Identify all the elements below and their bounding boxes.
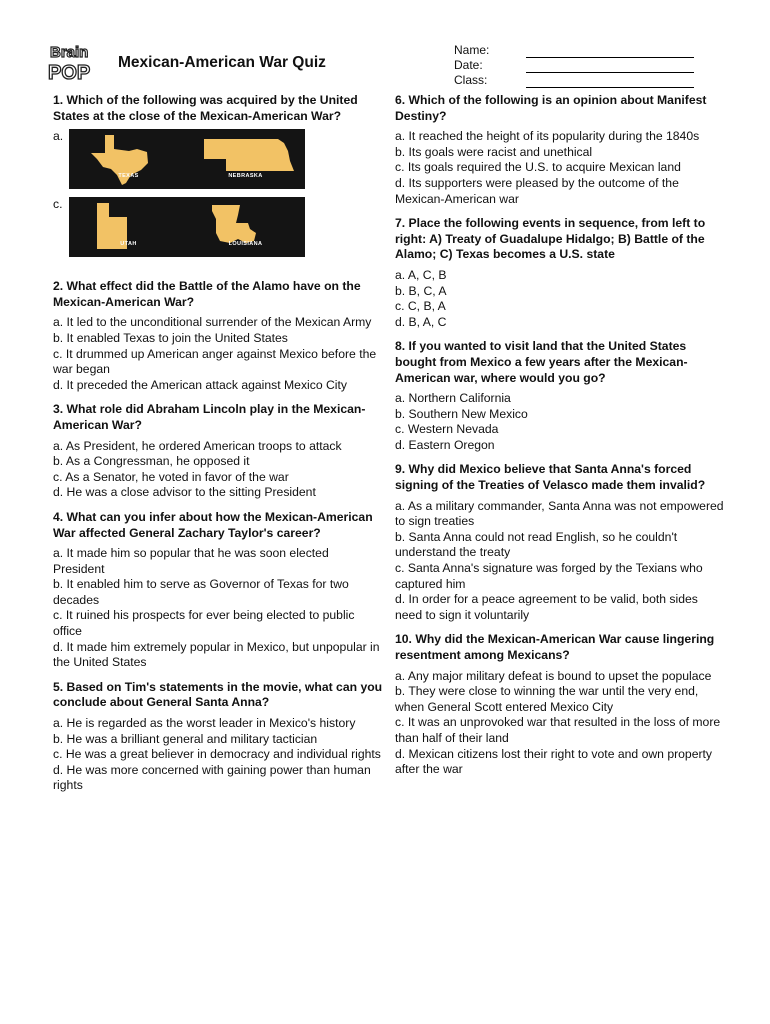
option-letter-a: a.: [53, 129, 64, 144]
question-9: [395, 462, 725, 623]
answer-option[interactable]: b. Santa Anna could not read English, so he couldn't understand the treaty: [395, 529, 678, 560]
class-field-label: Class:: [454, 73, 488, 87]
answer-option[interactable]: c. It was an unprovoked war that resulted in the loss of more than half of their land: [395, 715, 721, 745]
answer-option[interactable]: a. It reached the height of its popularity during the 1840s: [395, 129, 700, 144]
answer-option[interactable]: d. It preceded the American attack against Mexico City: [53, 377, 347, 392]
question-6: [395, 93, 725, 207]
answer-option[interactable]: d. B, A, C: [395, 314, 447, 329]
question-text: 1. Which of the following was acquired by the United States at the close of the Mexican-American War?: [53, 93, 358, 123]
answer-option[interactable]: b. It enabled Texas to join the United States: [53, 330, 288, 345]
answer-option[interactable]: c. Its goals required the U.S. to acquire Mexican land: [395, 160, 681, 175]
question-3: [53, 402, 383, 501]
answer-option[interactable]: c. He was a great believer in democracy and individual rights: [53, 747, 381, 762]
logo-line2: POP: [48, 62, 91, 84]
question-text: 8. If you wanted to visit land that the United States bought from Mexico a few years after the Mexican-American war, where would you go?: [395, 339, 688, 385]
question-text: 6. Which of the following is an opinion about Manifest Destiny?: [395, 93, 707, 123]
name-field-line[interactable]: [526, 46, 694, 58]
class-field-line[interactable]: [526, 76, 694, 88]
question-2: [53, 279, 383, 393]
answer-option[interactable]: b. He was a brilliant general and military tactician: [53, 731, 318, 746]
question-text: 10. Why did the Mexican-American War cause lingering resentment among Mexicans?: [395, 632, 715, 662]
right-column: [395, 93, 725, 787]
question-text: 2. What effect did the Battle of the Alamo have on the Mexican-American War?: [53, 279, 361, 309]
left-column: [53, 93, 383, 803]
question-8: [395, 339, 725, 453]
map-label-louisiana: LOUISIANA: [228, 240, 263, 247]
question-text: 7. Place the following events in sequence, from left to right: A) Treaty of Guadalupe Hidalgo; B) Battle of the Alamo; C) Texas becomes a U.S. state: [395, 216, 706, 262]
name-field-row[interactable]: [454, 43, 694, 58]
answer-option[interactable]: c. It ruined his prospects for ever being elected to public office: [53, 608, 355, 639]
question-5: [53, 680, 383, 794]
question-text: 3. What role did Abraham Lincoln play in the Mexican-American War?: [53, 402, 366, 432]
question-7: [395, 216, 725, 330]
answer-option[interactable]: b. Its goals were racist and unethical: [395, 144, 593, 159]
map-label-nebraska: NEBRASKA: [228, 172, 263, 179]
question-text: 9. Why did Mexico believe that Santa Anna's forced signing of the Treaties of Velasco made them invalid?: [395, 462, 706, 493]
question-4: [53, 510, 383, 671]
page-title: Mexican-American War Quiz: [118, 54, 326, 71]
date-field-row[interactable]: [454, 58, 694, 73]
student-info-fields: [454, 43, 694, 88]
answer-option[interactable]: b. As a Congressman, he opposed it: [53, 454, 250, 469]
logo-line1: Brain: [50, 44, 89, 61]
brainpop-logo: [46, 40, 102, 84]
answer-option[interactable]: c. C, B, A: [395, 299, 446, 314]
answer-option[interactable]: a. As President, he ordered American troops to attack: [53, 438, 342, 453]
question-text: 4. What can you infer about how the Mexican-American War affected General Zachary Taylor's career?: [53, 509, 373, 540]
map-label-utah: UTAH: [120, 240, 137, 247]
question-text: 5. Based on Tim's statements in the movie, what can you conclude about General Santa Anna?: [53, 679, 383, 710]
option-letter-c: c.: [53, 197, 63, 212]
answer-option[interactable]: a. Northern California: [395, 391, 511, 406]
question-1: [53, 93, 383, 267]
answer-option[interactable]: a. Any major military defeat is bound to upset the populace: [395, 668, 712, 683]
class-field-row[interactable]: [454, 73, 694, 88]
date-field-line[interactable]: [526, 61, 694, 73]
name-field-label: Name:: [454, 43, 490, 57]
answer-option[interactable]: d. Mexican citizens lost their right to vote and own property after the war: [395, 746, 713, 777]
answer-option[interactable]: a. As a military commander, Santa Anna was not empowered to sign treaties: [395, 498, 724, 529]
map-label-texas: TEXAS: [118, 172, 139, 179]
answer-option[interactable]: a. A, C, B: [395, 267, 447, 282]
answer-option[interactable]: d. It made him extremely popular in Mexico, but unpopular in the United States: [53, 639, 380, 670]
answer-option[interactable]: d. Eastern Oregon: [395, 437, 495, 452]
answer-option[interactable]: d. He was a close advisor to the sitting President: [53, 485, 316, 500]
question-10: [395, 632, 725, 777]
utah-map-icon[interactable]: [69, 197, 188, 257]
map-options: [53, 129, 383, 267]
answer-option[interactable]: c. It drummed up American anger against Mexico before the war began: [53, 346, 377, 377]
answer-option[interactable]: d. He was more concerned with gaining power than human rights: [53, 762, 371, 793]
answer-option[interactable]: d. Its supporters were pleased by the outcome of the Mexican-American war: [395, 175, 679, 206]
nebraska-map-icon[interactable]: [186, 129, 305, 189]
answer-option[interactable]: c. Western Nevada: [395, 422, 499, 437]
date-field-label: Date:: [454, 58, 483, 72]
answer-option[interactable]: b. B, C, A: [395, 283, 447, 298]
answer-option[interactable]: b. They were close to winning the war until the very end, when General Scott entered Mexico City: [395, 684, 699, 714]
answer-option[interactable]: a. It led to the unconditional surrender of the Mexican Army: [53, 315, 372, 330]
answer-option[interactable]: b. It enabled him to serve as Governor of Texas for two decades: [53, 577, 349, 607]
answer-option[interactable]: c. As a Senator, he voted in favor of the war: [53, 469, 289, 484]
answer-option[interactable]: a. He is regarded as the worst leader in Mexico's history: [53, 716, 356, 731]
texas-map-icon[interactable]: [69, 129, 188, 189]
answer-option[interactable]: c. Santa Anna's signature was forged by the Texians who captured him: [395, 561, 703, 591]
answer-option[interactable]: b. Southern New Mexico: [395, 406, 528, 421]
answer-option[interactable]: a. It made him so popular that he was soon elected President: [53, 546, 329, 576]
answer-option[interactable]: d. In order for a peace agreement to be valid, both sides need to sign it voluntarily: [395, 592, 698, 622]
louisiana-map-icon[interactable]: [186, 197, 305, 257]
